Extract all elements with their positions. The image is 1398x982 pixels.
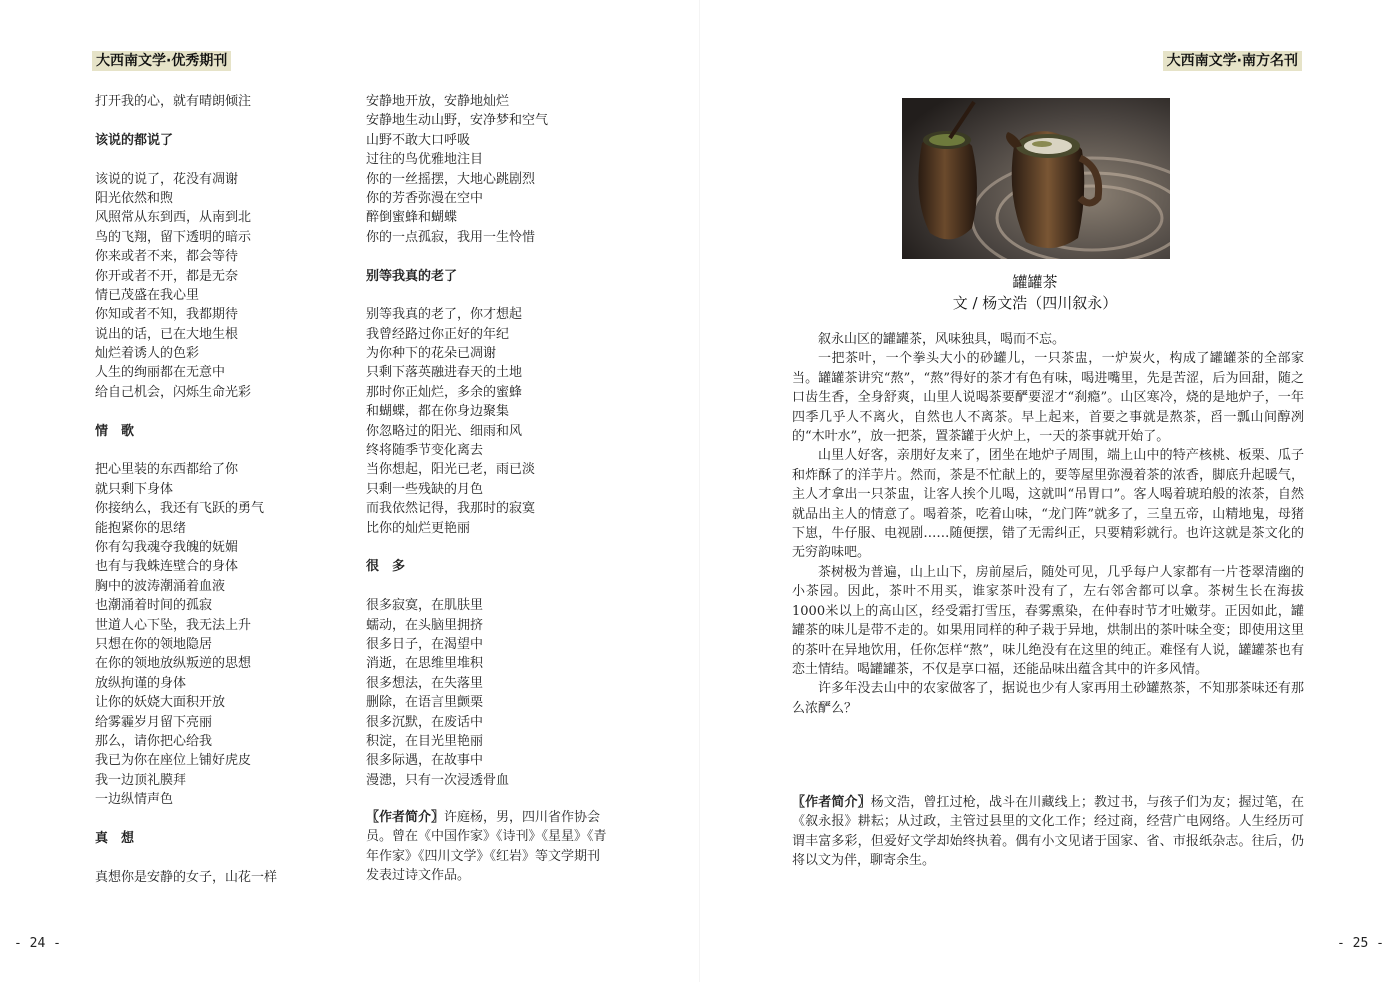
poem-line: 说出的话，已在大地生根 (95, 326, 239, 342)
tea-pots-illustration (902, 98, 1170, 259)
poem-line: 别等我真的老了，你才想起 (366, 307, 523, 323)
spread-divider (699, 0, 700, 982)
poem-line: 只剩一些残缺的月色 (366, 481, 484, 497)
poem-line: 你有勾我魂夺我魄的妩媚 (95, 539, 239, 555)
blank-line (95, 441, 335, 460)
poem-column-1 (95, 92, 335, 887)
blank-line (366, 577, 610, 596)
article-byline: 文 / 杨文浩（四川叙永） (952, 294, 1118, 312)
bio-text: 许庭杨，男，四川省作协会员。曾在《中国作家》《诗刊》《星星》《青年作家》《四川文学》《红岩》等文学期刊发表过诗文作品。 (366, 810, 607, 884)
poem-line: 给雾霾岁月留下亮丽 (95, 714, 213, 730)
poem-line: 胸中的波涛潮涌着血液 (95, 578, 226, 594)
bio-label: 〖作者简介〗 (366, 810, 445, 825)
poem-line: 放纵拘谨的身体 (95, 675, 187, 691)
poem-line: 醉倒蜜蜂和蝴蝶 (366, 210, 458, 226)
poem-line: 只剩下落英融进春天的土地 (366, 365, 523, 381)
bio-label: 〖作者简介〗 (792, 795, 871, 810)
poem-line: 在你的领地放纵叛逆的思想 (95, 656, 252, 672)
poem-line: 消逝，在思维里堆积 (366, 656, 484, 672)
article-paragraph: 叙永山区的罐罐茶，风味独具，喝而不忘。 (818, 332, 1066, 347)
poem-line: 把心里装的东西都给了你 (95, 462, 239, 478)
poem-line: 终将随季节变化离去 (366, 443, 484, 459)
poem-line: 那时你正灿烂，多余的蜜蜂 (366, 384, 523, 400)
left-author-bio (366, 808, 610, 886)
poem-line: 你接纳么，我还有飞跃的勇气 (95, 501, 265, 517)
poem-line: 很多沉默，在废话中 (366, 714, 484, 730)
poem-line: 我已为你在座位上铺好虎皮 (95, 753, 252, 769)
right-author-bio (792, 793, 1304, 871)
poem-line: 就只剩下身体 (95, 481, 174, 497)
poem-line: 而我依然记得，我那时的寂寞 (366, 501, 536, 517)
left-page-header: 大西南文学·优秀期刊 (92, 51, 231, 71)
poem-column-2 (366, 92, 610, 809)
poem-line: 你知或者不知，我都期待 (95, 307, 239, 323)
poem-line: 你忽略过的阳光、细雨和风 (366, 423, 523, 439)
poem-line: 打开我的心，就有晴朗倾注 (95, 94, 252, 109)
poem-line: 世道人心下坠，我无法上升 (95, 617, 252, 633)
poem-line: 漫漶，只有一次浸透骨血 (366, 772, 510, 788)
poem-line: 该说的说了，花没有凋谢 (95, 171, 239, 187)
poem-line: 很多寂寞，在肌肤里 (366, 598, 484, 614)
blank-line (95, 809, 335, 828)
poem-line: 能抱紧你的思绪 (95, 520, 187, 536)
poem-line: 安静地开放，安静地灿烂 (366, 94, 510, 109)
poem-line: 阳光依然和煦 (95, 190, 174, 206)
poem-line: 山野不敢大口呼吸 (366, 132, 471, 148)
poem-line: 给自己机会，闪烁生命光彩 (95, 384, 252, 400)
article-paragraph: 许多年没去山中的农家做客了，据说也少有人家再用土砂罐熬茶，不知那茶味还有那么浓酽么？ (792, 681, 1304, 716)
poem-title: 很 多 (366, 559, 406, 575)
tea-pots-photo (902, 98, 1170, 259)
poem-line: 你的一点孤寂，我用一生怜惜 (366, 229, 536, 245)
blank-line (95, 848, 335, 867)
blank-line (366, 286, 610, 305)
poem-line: 你的一丝摇摆，大地心跳剧烈 (366, 171, 536, 187)
poem-line: 我一边顶礼膜拜 (95, 772, 187, 788)
page-number-left: - 24 - (14, 936, 61, 951)
bio-text: 杨文浩，曾扛过枪，战斗在川藏线上；教过书，与孩子们为友；握过笔，在《叙永报》耕耘；从过政，主管过县里的文化工作；经过商，经营广电网络。人生经历可谓丰富多彩，但爱好文学却始终执着。偶有小文见诸于国家、省、市报纸杂志。往后，仍将以文为伴，聊寄余生。 (792, 795, 1304, 869)
poem-line: 一边纵情声色 (95, 792, 174, 808)
article-paragraph: 山里人好客，亲朋好友来了，团坐在地炉子周围，端上山中的特产核桃、板栗、瓜子和炸酥了的洋芋片。然而，茶是不忙献上的，要等屋里弥漫着茶的浓香，脚底升起暖气，主人才拿出一只茶盅，让客人挨个儿喝，这就叫“吊胃口”。客人喝着琥珀般的浓茶，自然就品出主人的情意了。喝着茶，吃着山味，“龙门阵”就多了，三皇五帝，山精地鬼，母猪下崽，牛仔服、电视剧……随便摆，错了无需纠正，只要精彩就行。也许这就是茶文化的无穷韵味吧。 (792, 448, 1304, 561)
blank-line (95, 111, 335, 130)
poem-line: 也潮涌着时间的孤寂 (95, 598, 213, 614)
poem-line: 也有与我蛛连壁合的身体 (95, 559, 239, 575)
poem-title: 别等我真的老了 (366, 268, 458, 284)
poem-line: 你的芳香弥漫在空中 (366, 190, 484, 206)
poem-line: 蠕动，在头脑里拥挤 (366, 617, 484, 633)
poem-line: 当你想起，阳光已老，雨已淡 (366, 462, 536, 478)
article-body (792, 330, 1304, 718)
poem-line: 你来或者不来，都会等待 (95, 249, 239, 265)
poem-line: 让你的妖娆大面积开放 (95, 695, 226, 711)
blank-line (366, 247, 610, 266)
poem-line: 那么，请你把心给我 (95, 733, 213, 749)
blank-line (366, 790, 610, 809)
article-paragraph: 茶树极为普遍，山上山下，房前屋后，随处可见，几乎每户人家都有一片苍翠清幽的小茶园。因此，茶叶不用买，谁家茶叶没有了，左右邻舍都可以拿。茶树生长在海拔1000米以上的高山区，经受霜打雪压，春雾熏染，在仲春时节才吐嫩芽。正因如此，罐罐茶的味儿是带不走的。如果用同样的种子栽于异地，烘制出的茶叶味全变；即使用这里的茶叶在异地饮用，任你怎样“熬”，味儿绝没有在这里的纯正。难怪有人说，罐罐茶也有恋土情结。喝罐罐茶，不仅是享口福，还能品味出蕴含其中的许多风情。 (792, 564, 1304, 677)
poem-line: 安静地生动山野，安净梦和空气 (366, 113, 549, 129)
article-paragraph: 一把茶叶，一个拳头大小的砂罐儿，一只茶盅，一炉炭火，构成了罐罐茶的全部家当。罐罐茶讲究“熬”，“熬”得好的茶才有色有味，喝进嘴里，先是苦涩，后为回甜，随之口齿生香，全身舒爽，山里人说喝茶要酽要涩才“刹瘾”。山区寒冷，烧的是地炉子，一年四季几乎人不离火，自然也人不离茶。早上起来，首要之事就是熬茶，舀一瓢山间醇冽的“木叶水”，放一把茶，置茶罐于火炉上，一天的茶事就开始了。 (792, 351, 1304, 445)
page-number-right: - 25 - (1337, 936, 1384, 951)
poem-line: 风照常从东到西，从南到北 (95, 210, 252, 226)
poem-title: 情 歌 (95, 423, 135, 439)
blank-line (95, 150, 335, 169)
poem-line: 过往的鸟优雅地注目 (366, 152, 484, 168)
poem-title: 该说的都说了 (95, 132, 174, 148)
poem-line: 删除，在语言里颤栗 (366, 695, 484, 711)
poem-line: 和蝴蝶，都在你身边聚集 (366, 404, 510, 420)
poem-line: 情已茂盛在我心里 (95, 287, 200, 303)
poem-line: 比你的灿烂更艳丽 (366, 520, 471, 536)
poem-line: 为你种下的花朵已凋谢 (366, 346, 497, 362)
poem-line: 很多想法，在失落里 (366, 675, 484, 691)
blank-line (366, 538, 610, 557)
poem-line: 人生的绚丽都在无意中 (95, 365, 226, 381)
poem-line: 灿烂着诱人的色彩 (95, 346, 200, 362)
article-title: 罐罐茶 (1012, 273, 1058, 291)
poem-line: 很多际遇，在故事中 (366, 753, 484, 769)
poem-line: 很多日子，在渴望中 (366, 636, 484, 652)
right-page-header: 大西南文学·南方名刊 (1163, 51, 1302, 71)
poem-title: 真 想 (95, 830, 135, 846)
poem-line: 我曾经路过你正好的年纪 (366, 326, 510, 342)
poem-line: 鸟的飞翔，留下透明的暗示 (95, 229, 252, 245)
blank-line (95, 402, 335, 421)
poem-line: 你开或者不开，都是无奈 (95, 268, 239, 284)
poem-line: 只想在你的领地隐居 (95, 636, 213, 652)
poem-line: 真想你是安静的女子，山花一样 (95, 869, 278, 885)
poem-line: 积淀，在目光里艳丽 (366, 733, 484, 749)
